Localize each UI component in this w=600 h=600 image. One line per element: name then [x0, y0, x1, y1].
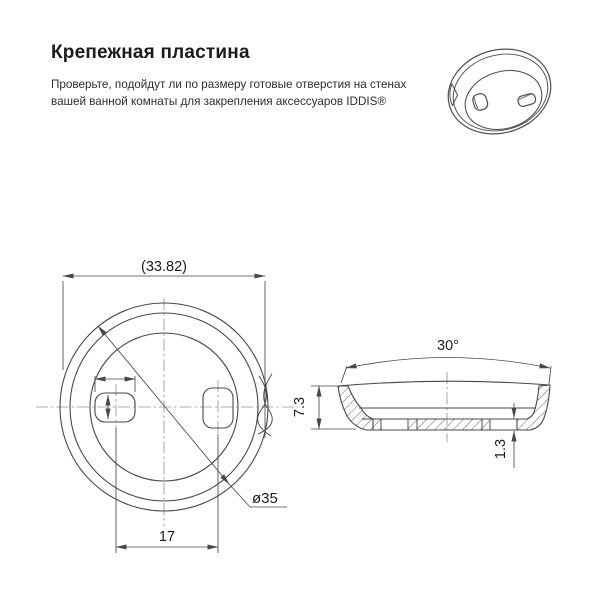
subtitle-line-2: вашей ванной комнаты для закрепления аксессуаров IDDIS®: [51, 94, 387, 108]
dim-diameter-label: ø35: [252, 490, 278, 507]
dim-height-label: 7.3: [292, 396, 308, 418]
subtitle-line-1: Проверьте, подойдут ли по размеру готовые отверстия на стенах: [51, 78, 407, 91]
dim-overall-width-label: (33.82): [141, 259, 187, 275]
dim-hole-spacing-label: 17: [158, 529, 176, 545]
front-view: [36, 276, 298, 553]
technical-drawing: [0, 240, 600, 600]
page-subtitle: [51, 77, 451, 110]
dim-thickness-label: 1.3: [493, 438, 509, 460]
side-view: [311, 358, 551, 469]
page-title: Крепежная пластина: [51, 42, 250, 63]
dim-angle-label: 30°: [437, 338, 459, 354]
plate-isometric-icon: [438, 28, 586, 143]
header: [51, 42, 451, 110]
